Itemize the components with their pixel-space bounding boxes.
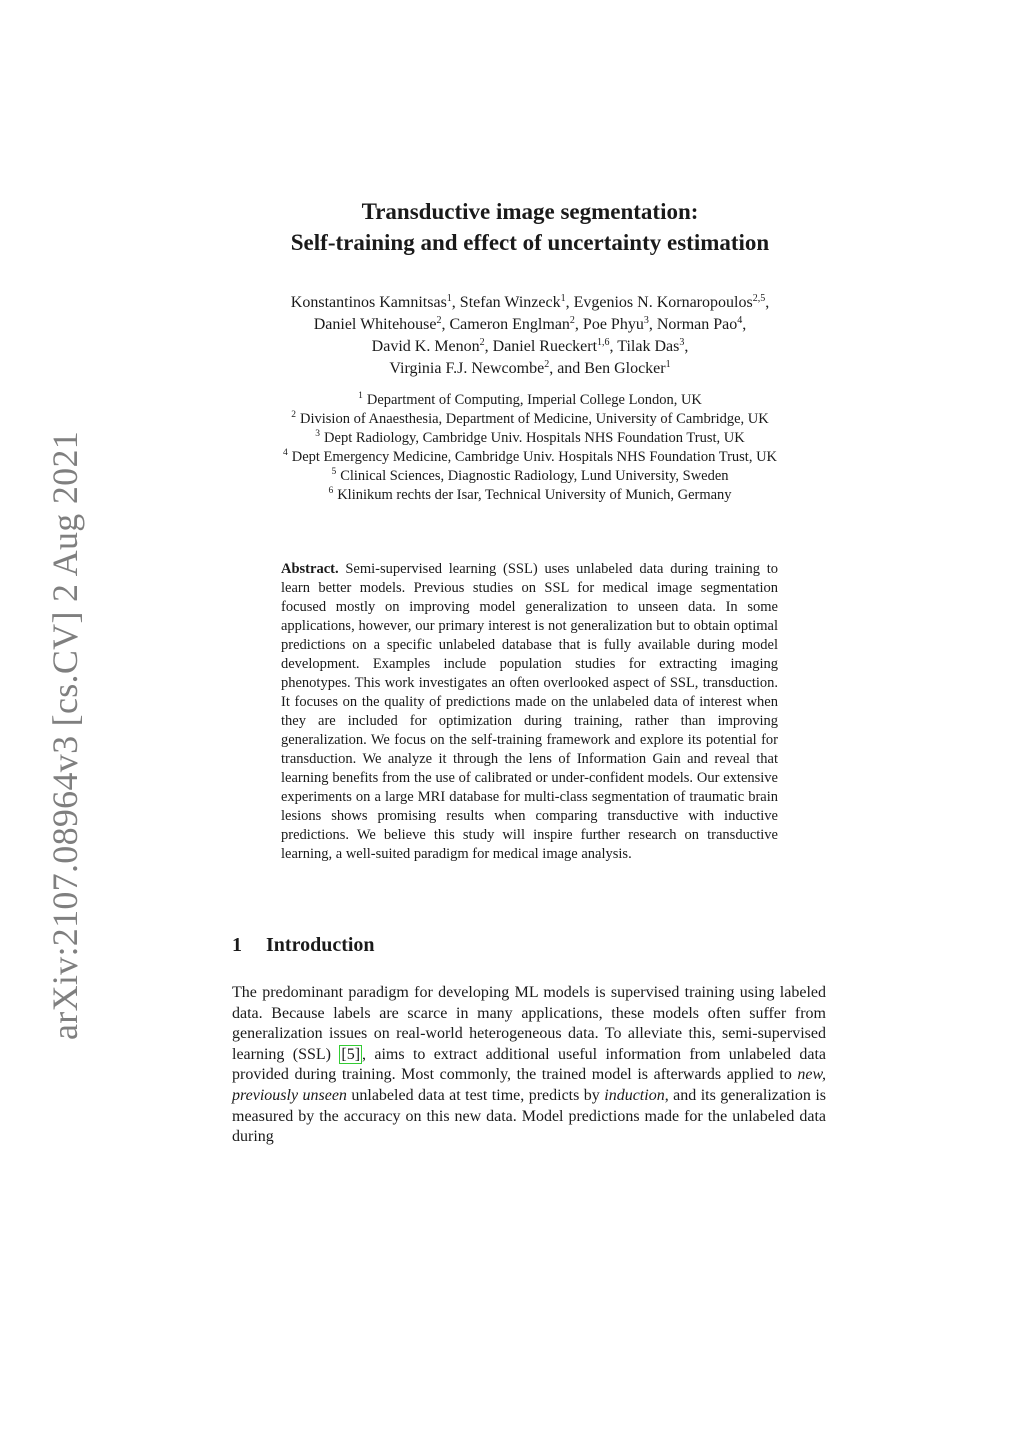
affiliation-list (200, 391, 860, 505)
affiliation-marker: 2 (479, 337, 485, 348)
section-number: 1 (232, 934, 242, 956)
affiliation-number: 1 (358, 391, 363, 401)
intro-emphasis: induction (604, 1086, 665, 1104)
author-name: David K. Menon (371, 338, 480, 355)
intro-text-segment: The predominant paradigm for developing ML models is supervised training using labeled data. Because labels are scarce in many applications, these models often suffer from generalization issues on real-world heterogeneous data. To alleviate this, semi-supervised learning (SSL) (232, 984, 826, 1063)
author-name: , Tilak Das (609, 338, 680, 355)
affiliation-text: Division of Anaesthesia, Department of Medicine, University of Cambridge, UK (300, 411, 769, 427)
author-line (200, 314, 860, 336)
author-name: , Norman Pao (648, 316, 738, 333)
paper-title (200, 196, 860, 258)
author-name: , Stefan Winzeck (451, 294, 561, 311)
affiliation-marker: 3 (679, 337, 685, 348)
affiliation-number: 4 (282, 448, 288, 458)
section-title: Introduction (266, 934, 375, 956)
author-list (200, 292, 860, 380)
section-heading-introduction (232, 934, 375, 957)
intro-emphasis: new, previously unseen (232, 1066, 826, 1104)
author-name: Daniel Whitehouse (313, 316, 437, 333)
affiliation-line (200, 429, 860, 448)
author-name: , Evgenios N. Kornaropoulos (565, 294, 753, 311)
intro-text-segment: , and its generalization is measured by the accuracy on this new data. Model predictions made for the unlabeled data during (232, 1086, 826, 1146)
author-name: , Daniel Rueckert (484, 338, 598, 355)
author-separator: , (765, 294, 770, 311)
citation-link[interactable]: [5] (341, 1045, 361, 1063)
author-separator: , (742, 316, 747, 333)
intro-text-segment: unlabeled data at test time, predicts by (346, 1086, 605, 1104)
author-line (200, 292, 860, 314)
arxiv-identifier: arXiv:2107.08964v3 [cs.CV] 2 Aug 2021 (45, 430, 85, 1040)
affiliation-text: Dept Radiology, Cambridge Univ. Hospitals NHS Foundation Trust, UK (324, 430, 745, 446)
introduction-paragraph (232, 983, 826, 1148)
abstract-label: Abstract. (281, 561, 339, 577)
affiliation-marker: 2 (436, 315, 442, 326)
author-name: Virginia F.J. Newcombe (389, 360, 545, 377)
author-separator: , (684, 338, 689, 355)
abstract (281, 560, 778, 864)
affiliation-number: 5 (331, 467, 337, 477)
affiliation-marker: 1 (665, 359, 671, 370)
affiliation-text: Dept Emergency Medicine, Cambridge Univ. Hospitals NHS Foundation Trust, UK (291, 449, 778, 465)
author-name: , Cameron Englman (441, 316, 570, 333)
affiliation-marker: 2 (569, 315, 575, 326)
author-line (200, 358, 860, 380)
affiliation-text: Klinikum rechts der Isar, Technical University of Munich, Germany (337, 487, 732, 503)
affiliation-marker: 2,5 (752, 293, 766, 304)
title-line-2: Self-training and effect of uncertainty estimation (290, 230, 770, 255)
affiliation-line (200, 391, 860, 410)
affiliation-number: 3 (315, 429, 321, 439)
affiliation-marker: 4 (737, 315, 743, 326)
intro-text-segment: , aims to extract additional useful information from unlabeled data provided during training. Most commonly, the trained model is afterwards applied to (232, 1045, 826, 1084)
affiliation-line (200, 448, 860, 467)
author-name: , and Ben Glocker (549, 360, 666, 377)
affiliation-number: 6 (328, 486, 334, 496)
affiliation-marker: 1 (446, 293, 452, 304)
abstract-text: Semi-supervised learning (SSL) uses unlabeled data during training to learn better models. Previous studies on SSL for medical image segmentation focused mostly on improving model generalization to unseen data. In some applications, however, our primary interest is not generalization but to obtain optimal predictions on a specific unlabeled database that is fully available during model development. Examples include population studies for extracting imaging phenotypes. This work investigates an often overlooked aspect of SSL, transduction. It focuses on the quality of predictions made on the unlabeled data of interest when they are included for optimization during training, rather than improving generalization. We focus on the self-training framework and explore its potential for transduction. We analyze it through the lens of Information Gain and reveal that learning benefits from the use of calibrated or under-confident models. Our extensive experiments on a large MRI database for multi-class segmentation of traumatic brain lesions shows promising results when comparing transductive with inductive predictions. We believe this study will inspire further research on transductive learning, a well-suited paradigm for medical image analysis. (281, 561, 778, 862)
affiliation-marker: 1,6 (597, 337, 610, 348)
affiliation-line (200, 410, 860, 429)
affiliation-line (200, 486, 860, 505)
author-name: , Poe Phyu (574, 316, 644, 333)
affiliation-text: Department of Computing, Imperial College London, UK (366, 392, 702, 408)
affiliation-marker: 1 (560, 293, 566, 304)
affiliation-marker: 3 (643, 315, 649, 326)
affiliation-line (200, 467, 860, 486)
affiliation-number: 2 (291, 410, 296, 420)
author-line (200, 336, 860, 358)
affiliation-marker: 2 (544, 359, 550, 370)
affiliation-text: Clinical Sciences, Diagnostic Radiology, Lund University, Sweden (340, 468, 729, 484)
author-name: Konstantinos Kamnitsas (290, 294, 447, 311)
title-line-1: Transductive image segmentation: (361, 199, 699, 224)
